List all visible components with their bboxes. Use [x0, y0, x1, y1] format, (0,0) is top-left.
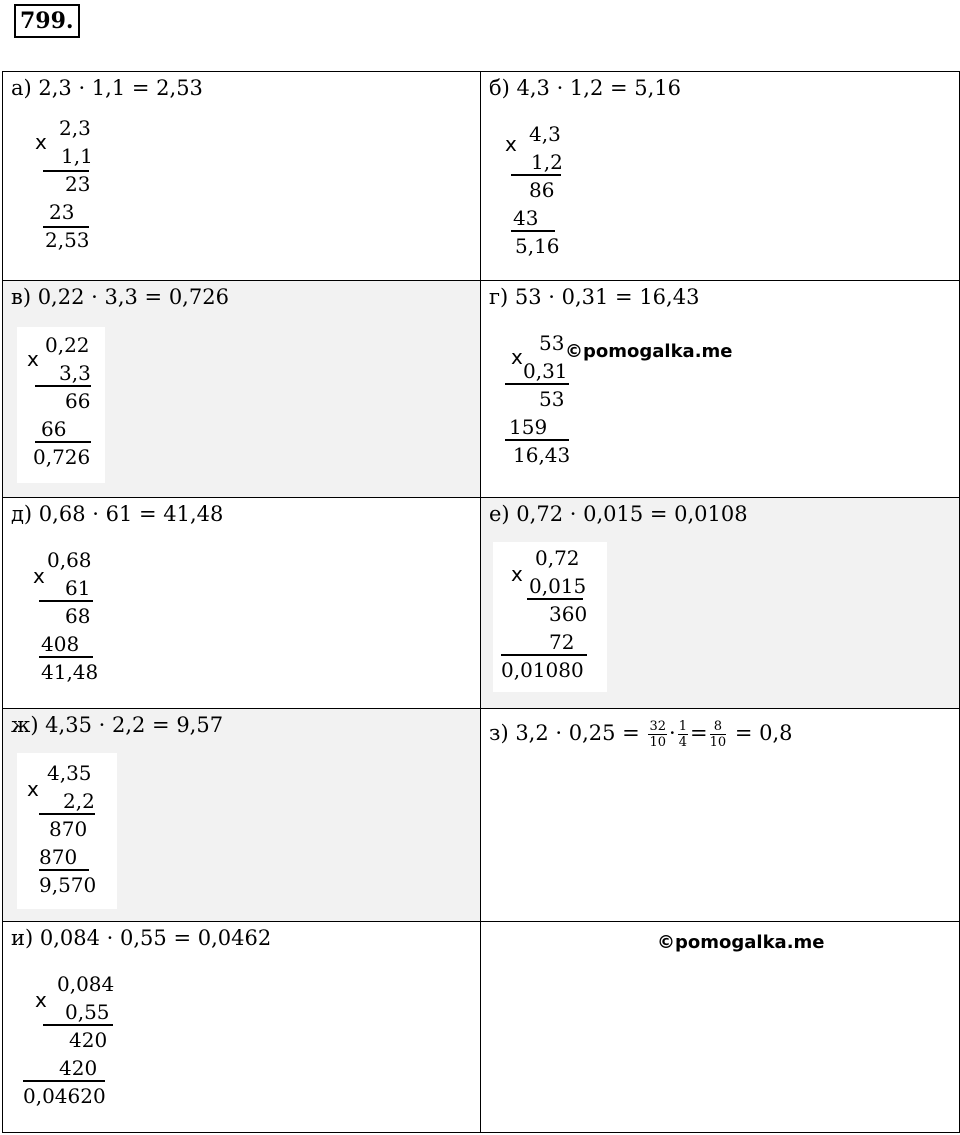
partial-2: 408 — [41, 632, 80, 656]
partial-1: 66 — [65, 389, 91, 413]
equation-e: е) 0,72 · 0,015 = 0,0108 — [489, 502, 748, 526]
column-calc-zh — [17, 753, 117, 909]
cell-a — [3, 72, 481, 281]
partial-1: 870 — [49, 817, 88, 841]
multiply-sign: x — [35, 130, 47, 154]
factor-bottom: 1,2 — [531, 150, 563, 174]
multiply-sign: x — [505, 132, 517, 156]
cell-empty — [481, 922, 960, 1133]
solutions-table — [2, 71, 960, 1133]
equation-g: г) 53 · 0,31 = 16,43 — [489, 285, 700, 309]
watermark-bottom: ©pomogalka.me — [657, 932, 825, 953]
fraction-3: $\frac{8}{10}$ — [709, 719, 727, 750]
equation-i: и) 0,084 · 0,55 = 0,0462 — [11, 926, 272, 950]
factor-top: 4,35 — [47, 761, 92, 785]
factor-bottom: 0,015 — [529, 574, 587, 598]
partial-2: 159 — [509, 415, 548, 439]
partial-2: 870 — [39, 845, 78, 869]
partial-2: 66 — [41, 417, 67, 441]
multiply-sign: x — [511, 562, 523, 586]
product: 41,48 — [41, 660, 99, 684]
factor-bottom: 2,2 — [63, 789, 95, 813]
exercise-number: 799. — [14, 4, 80, 38]
dot-operator: · — [669, 721, 676, 745]
factor-bottom: 3,3 — [59, 361, 91, 385]
cell-b — [481, 72, 960, 281]
column-calc-v — [17, 327, 105, 483]
factor-top: 0,72 — [535, 546, 580, 570]
column-calc-e — [493, 542, 607, 692]
cell-i — [3, 922, 481, 1133]
column-calc-i — [19, 968, 119, 1124]
factor-top: 0,22 — [45, 333, 90, 357]
partial-1: 420 — [69, 1028, 108, 1052]
equation-zh: ж) 4,35 · 2,2 = 9,57 — [11, 713, 224, 737]
product: 16,43 — [513, 443, 571, 467]
cell-zh — [3, 709, 481, 922]
column-calc-g — [503, 327, 573, 477]
factor-bottom: 0,55 — [65, 1000, 110, 1024]
partial-2: 23 — [49, 200, 75, 224]
watermark: ©pomogalka.me — [565, 341, 733, 362]
factor-top: 4,3 — [529, 122, 561, 146]
cell-v — [3, 281, 481, 498]
partial-1: 360 — [549, 602, 588, 626]
product: 5,16 — [515, 234, 560, 258]
cell-d — [3, 498, 481, 709]
product: 0,04620 — [23, 1084, 106, 1108]
multiply-sign: x — [27, 347, 39, 371]
factor-top: 0,68 — [47, 548, 92, 572]
fraction-1: $\frac{32}{10}$ — [649, 719, 667, 750]
multiply-sign: x — [511, 345, 523, 369]
multiply-sign: x — [35, 988, 47, 1012]
column-calc-a — [31, 116, 101, 256]
factor-top: 53 — [539, 331, 565, 355]
partial-2: 420 — [59, 1056, 98, 1080]
factor-bottom: 61 — [65, 576, 91, 600]
column-calc-b — [493, 116, 577, 266]
partial-2: 43 — [513, 206, 539, 230]
equation-z-result: = 0,8 — [734, 721, 793, 745]
equals-sign: = — [689, 721, 708, 745]
fraction-2: $\frac{1}{4}$ — [678, 719, 687, 750]
partial-2: 72 — [549, 630, 575, 654]
equation-b: б) 4,3 · 1,2 = 5,16 — [489, 76, 682, 100]
partial-1: 53 — [539, 387, 565, 411]
product: 0,01080 — [501, 658, 584, 682]
product: 9,570 — [39, 873, 97, 897]
product: 0,726 — [33, 445, 91, 469]
product: 2,53 — [45, 228, 90, 252]
cell-z — [481, 709, 960, 922]
equation-a: а) 2,3 · 1,1 = 2,53 — [11, 76, 203, 100]
column-calc-d — [29, 544, 109, 694]
equation-v: в) 0,22 · 3,3 = 0,726 — [11, 285, 229, 309]
cell-g — [481, 281, 960, 498]
equation-z — [489, 719, 793, 750]
equation-d: д) 0,68 · 61 = 41,48 — [11, 502, 224, 526]
factor-bottom: 0,31 — [523, 359, 568, 383]
partial-1: 23 — [65, 172, 91, 196]
factor-top: 0,084 — [57, 972, 115, 996]
multiply-sign: x — [27, 777, 39, 801]
factor-bottom: 1,1 — [61, 144, 93, 168]
cell-e — [481, 498, 960, 709]
partial-1: 86 — [529, 178, 555, 202]
equation-z-prefix: з) 3,2 · 0,25 = — [489, 721, 640, 745]
multiply-sign: x — [33, 564, 45, 588]
partial-1: 68 — [65, 604, 91, 628]
factor-top: 2,3 — [59, 116, 91, 140]
